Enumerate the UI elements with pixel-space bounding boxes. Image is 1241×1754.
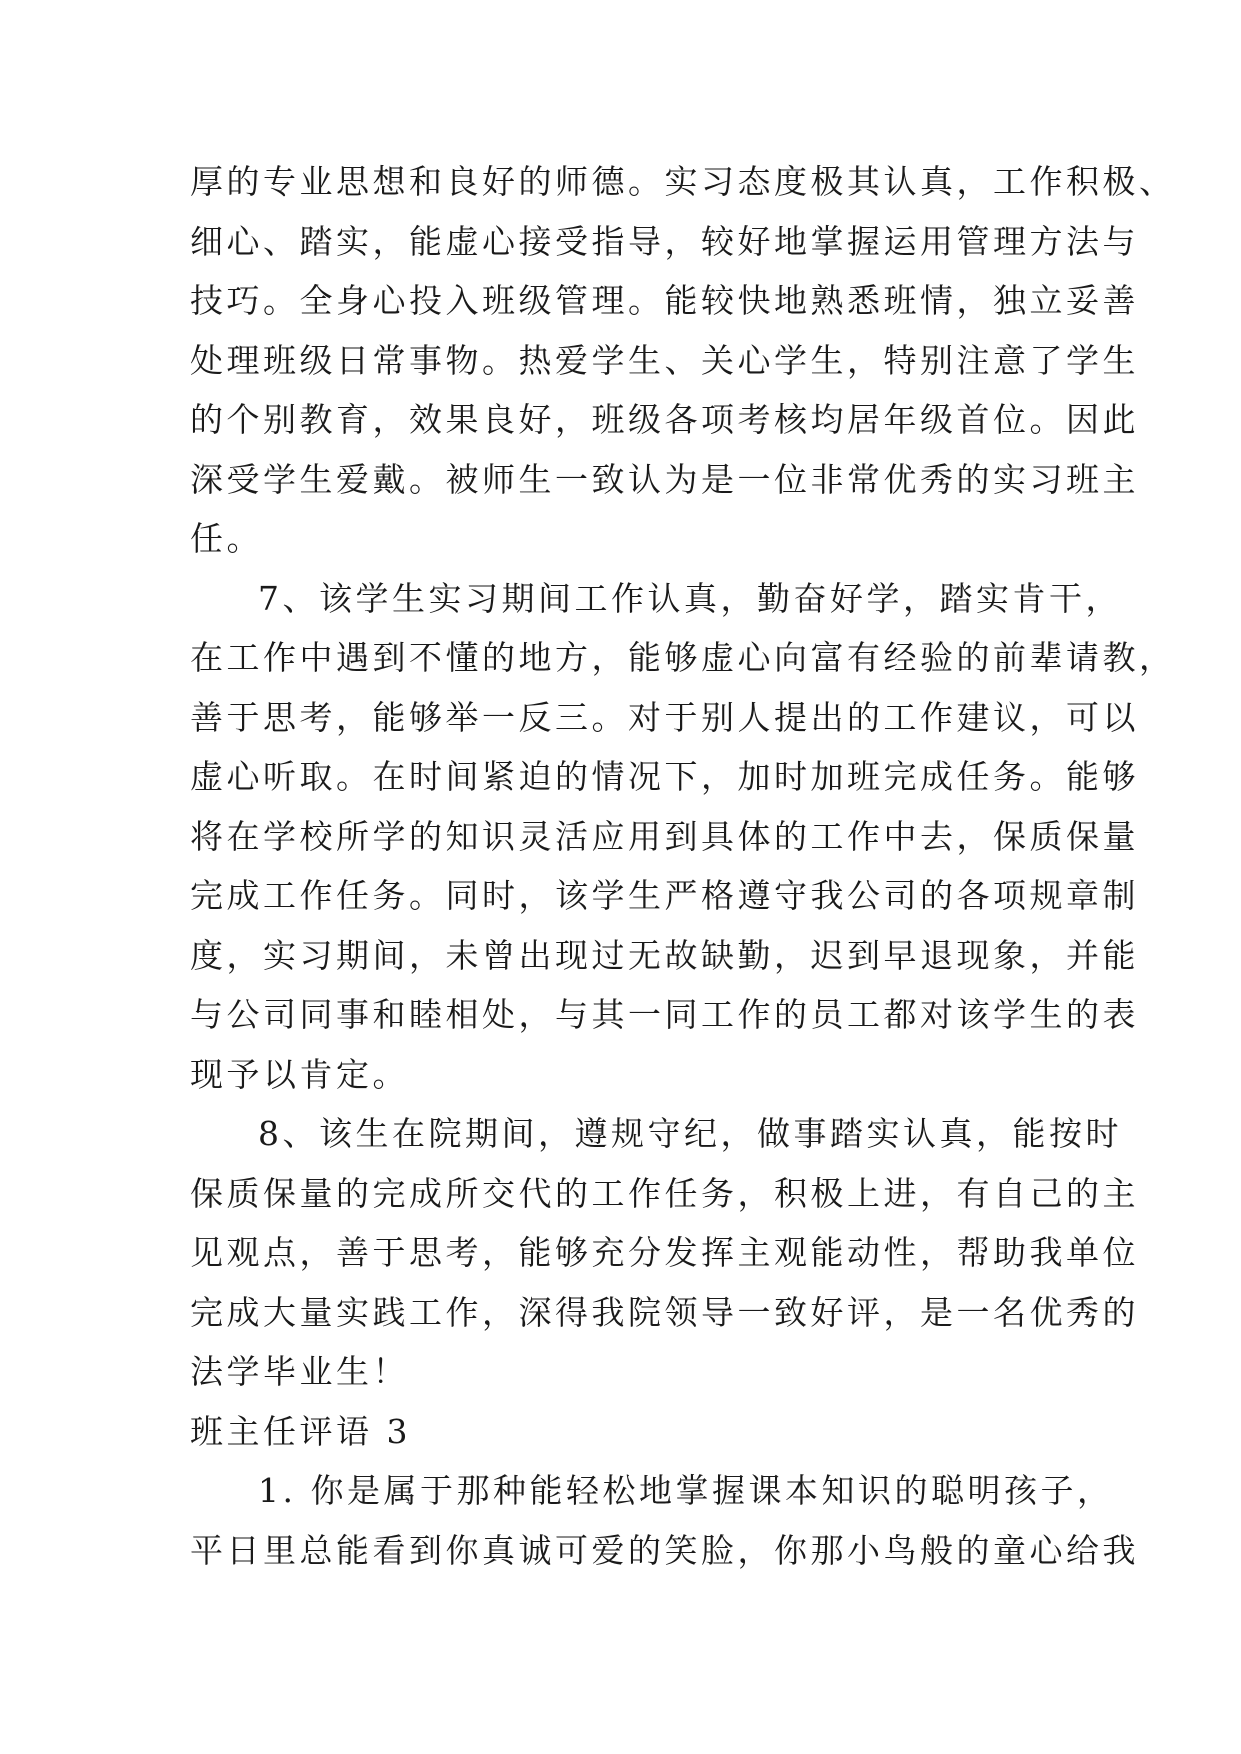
document-body bbox=[190, 152, 1176, 1580]
text-line: 完成大量实践工作，深得我院领导一致好评，是一名优秀的 bbox=[190, 1292, 1139, 1332]
text-line: 厚的专业思想和良好的师德。实习态度极其认真，工作积极、 bbox=[190, 162, 1176, 201]
text-line: 度，实习期间，未曾出现过无故缺勤，迟到早退现象，并能 bbox=[190, 935, 1139, 975]
text-line: 的个别教育，效果良好，班级各项考核均居年级首位。因此 bbox=[190, 400, 1139, 439]
text-line: 将在学校所学的知识灵活应用到具体的工作中去，保质保量 bbox=[190, 816, 1139, 856]
text-line: 7、该学生实习期间工作认真，勤奋好学，踏实肯干， bbox=[258, 578, 1122, 618]
text-line: 与公司同事和睦相处，与其一同工作的员工都对该学生的表 bbox=[190, 995, 1139, 1034]
text-line: 虚心听取。在时间紧迫的情况下，加时加班完成任务。能够 bbox=[190, 757, 1139, 796]
text-line: 保质保量的完成所交代的工作任务，积极上进，有自己的主 bbox=[190, 1173, 1139, 1213]
text-line: 技巧。全身心投入班级管理。能较快地熟悉班情，独立妥善 bbox=[190, 281, 1139, 320]
text-line: 细心、踏实，能虚心接受指导，较好地掌握运用管理方法与 bbox=[190, 221, 1139, 261]
text-line: 完成工作任务。同时，该学生严格遵守我公司的各项规章制 bbox=[190, 876, 1139, 915]
text-line: 任。 bbox=[190, 519, 263, 558]
text-line: 见观点，善于思考，能够充分发挥主观能动性，帮助我单位 bbox=[190, 1233, 1139, 1272]
text-line: 班主任评语 3 bbox=[190, 1411, 411, 1451]
text-line: 处理班级日常事物。热爱学生、关心学生，特别注意了学生 bbox=[190, 340, 1139, 380]
text-line: 善于思考，能够举一反三。对于别人提出的工作建议，可以 bbox=[190, 697, 1139, 737]
text-line: 8、该生在院期间，遵规守纪，做事踏实认真，能按时 bbox=[258, 1114, 1122, 1153]
text-line: 现予以肯定。 bbox=[190, 1054, 409, 1094]
text-line: 平日里总能看到你真诚可爱的笑脸，你那小鸟般的童心给我 bbox=[190, 1530, 1139, 1570]
text-line: 在工作中遇到不懂的地方，能够虚心向富有经验的前辈请教， bbox=[190, 638, 1176, 677]
text-line: 法学毕业生！ bbox=[190, 1352, 409, 1391]
text-line: 深受学生爱戴。被师生一致认为是一位非常优秀的实习班主 bbox=[190, 459, 1139, 499]
text-line: 1. 你是属于那种能轻松地掌握课本知识的聪明孩子， bbox=[258, 1471, 1114, 1510]
